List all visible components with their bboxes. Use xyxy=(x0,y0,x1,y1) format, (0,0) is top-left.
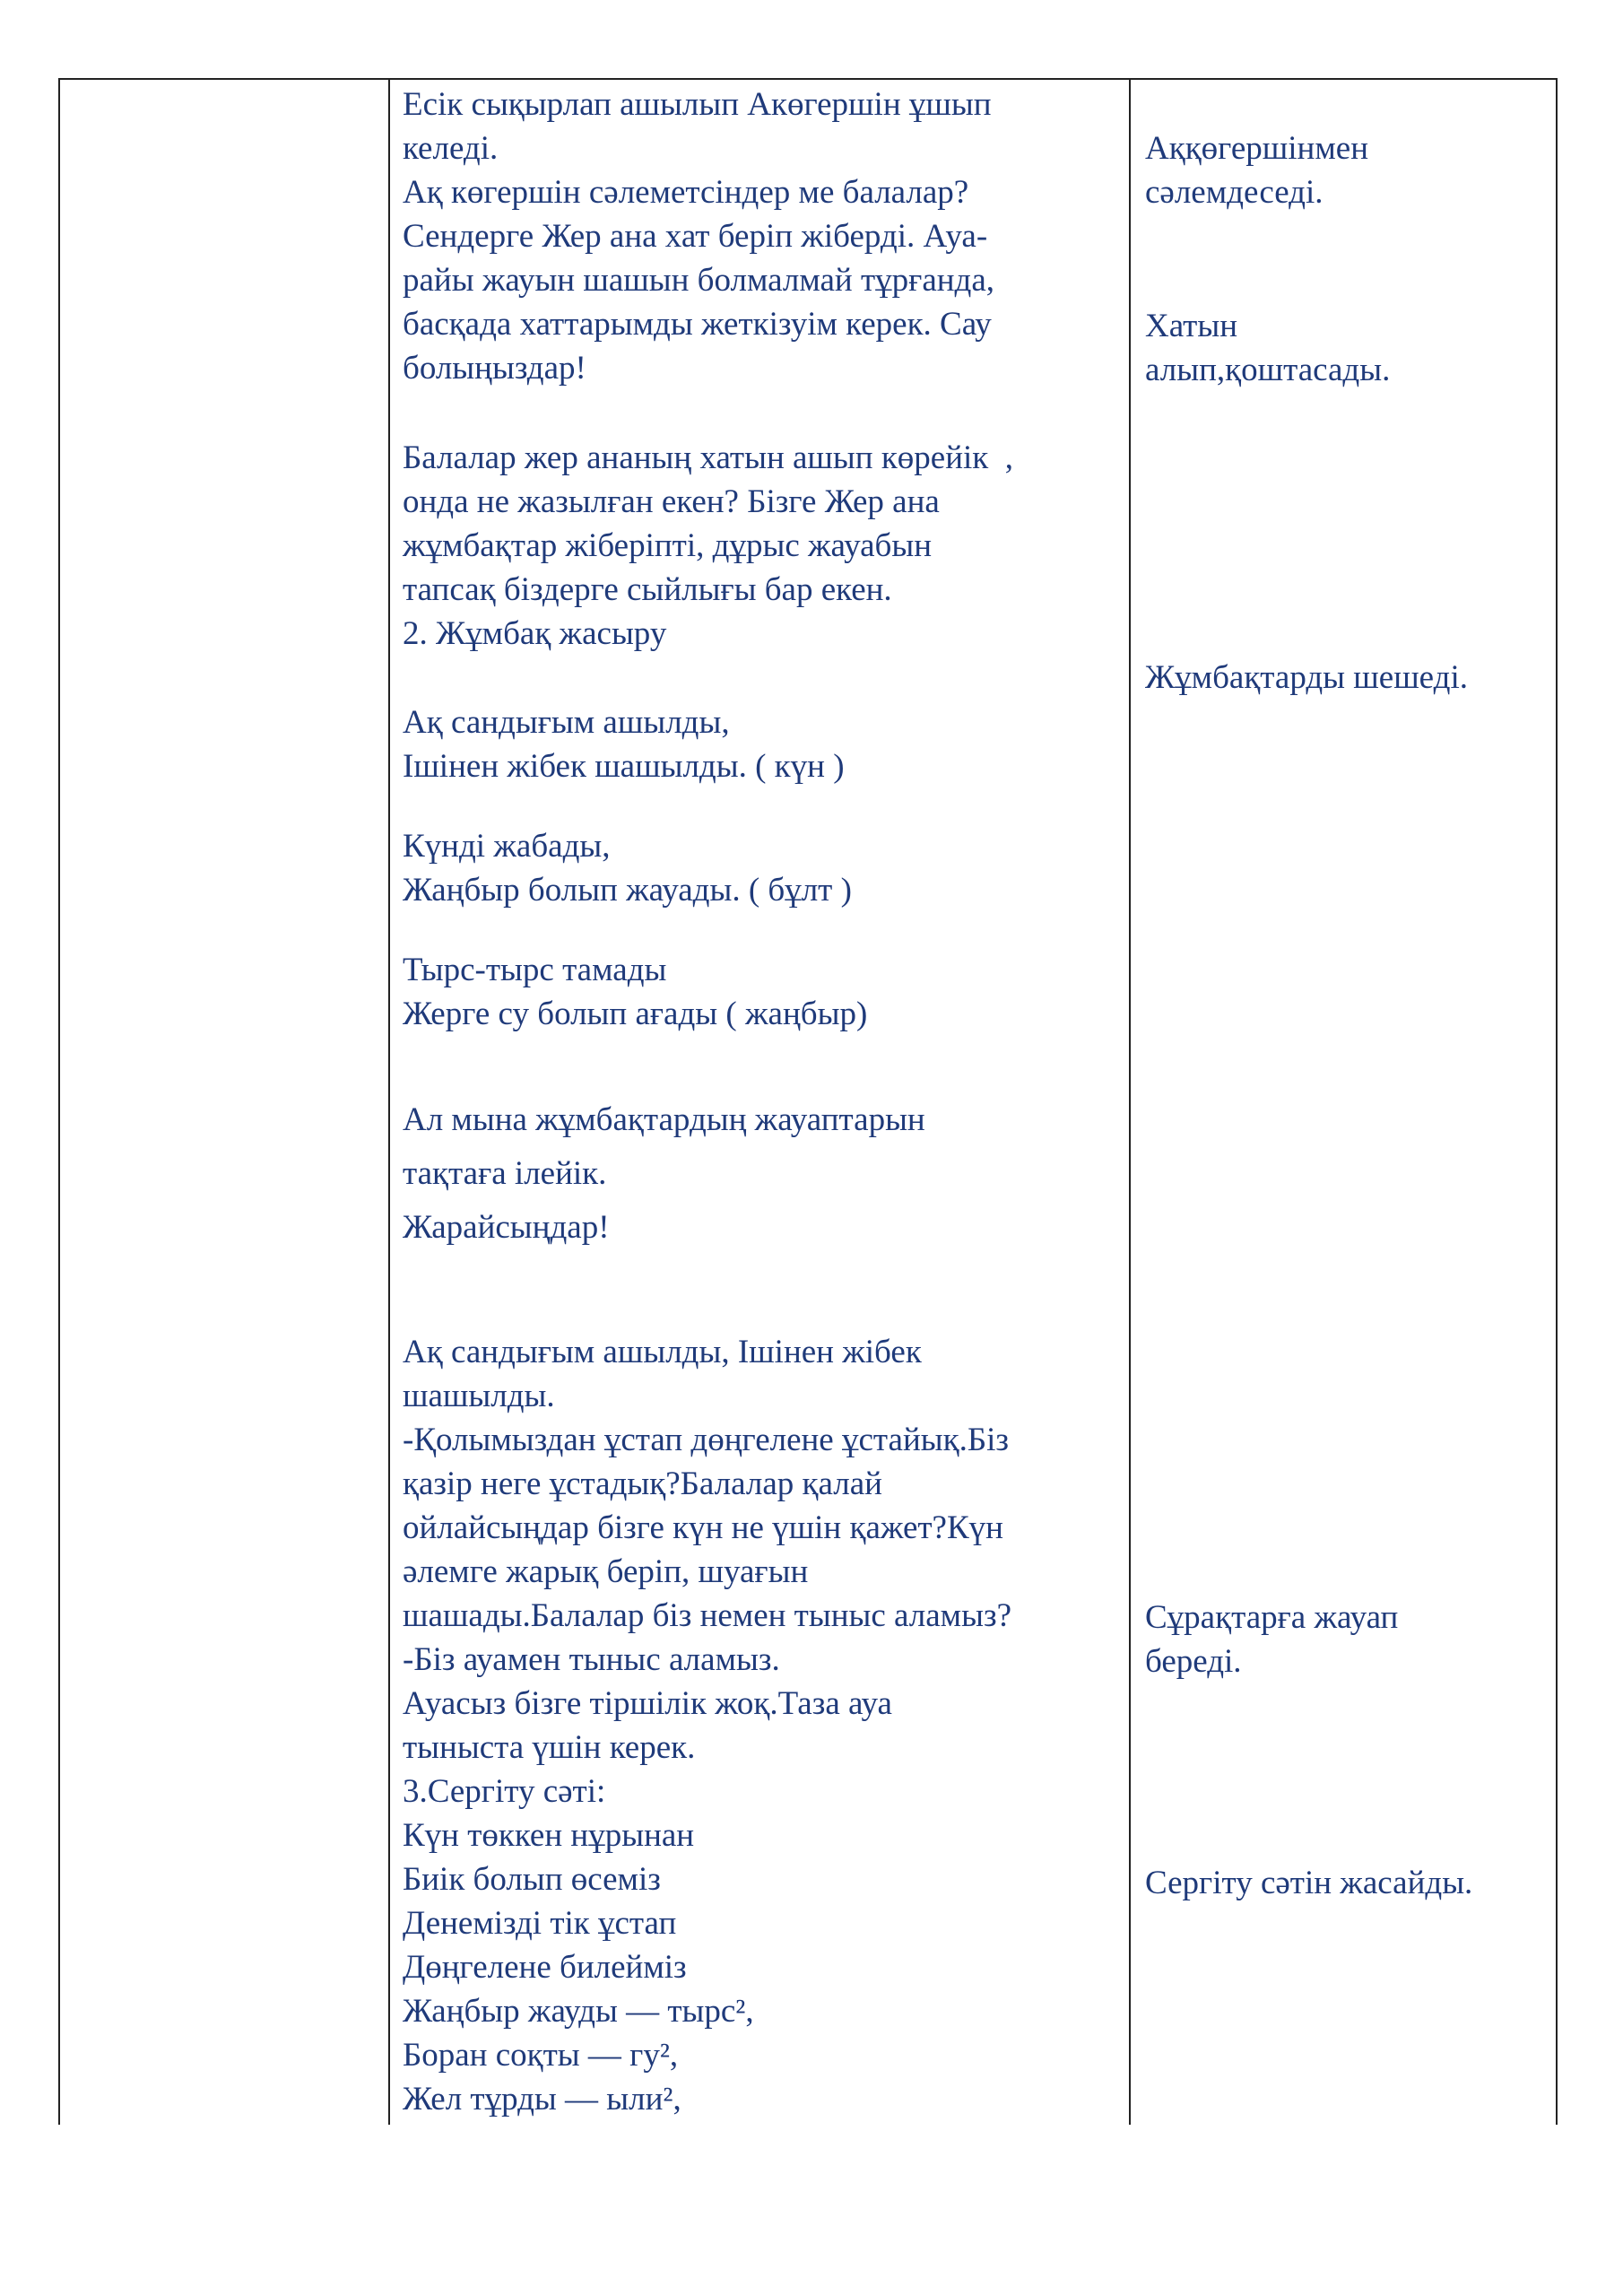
text-line: Жерге су болып ағады ( жаңбыр) xyxy=(403,996,868,1032)
text-line: Хатын xyxy=(1145,308,1238,344)
children-block-exercise xyxy=(1145,1861,1472,1905)
text-line: Жаңбыр жауды — тырс², xyxy=(403,1993,754,2030)
children-block-take-letter xyxy=(1145,304,1390,392)
text-line: -Біз ауамен тыныс аламыз. xyxy=(403,1641,780,1678)
text-line: болыңыздар! xyxy=(403,350,586,387)
text-line: Ақ сандығым ашылды, Ішінен жібек xyxy=(403,1334,922,1370)
teacher-block-letter xyxy=(403,436,1013,656)
text-line: Жел тұрды — ыли², xyxy=(403,2081,681,2118)
text-line: сәлемдеседі. xyxy=(1145,174,1324,211)
text-line: Боран соқты — гу², xyxy=(403,2037,679,2074)
text-line: береді. xyxy=(1145,1643,1242,1680)
teacher-block-intro xyxy=(403,83,994,390)
text-line: Күнді жабады, xyxy=(403,828,611,865)
text-line: 2. Жұмбақ жасыру xyxy=(403,615,667,652)
teacher-block-riddle-1 xyxy=(403,700,845,788)
text-line: -Қолымыздан ұстап дөңгелене ұстайық.Біз xyxy=(403,1422,1009,1458)
text-line: онда не жазылған екен? Бізге Жер ана xyxy=(403,483,940,520)
text-line: Жаңбыр болып жауады. ( бұлт ) xyxy=(403,872,852,909)
teacher-block-answers xyxy=(403,1093,925,1255)
text-line: Балалар жер ананың хатын ашып көрейік , xyxy=(403,439,1014,476)
text-line: 3.Сергіту сәті: xyxy=(403,1773,606,1810)
text-line: Биік болып өсеміз xyxy=(403,1861,661,1898)
lesson-table xyxy=(58,78,1558,2125)
text-line: келеді. xyxy=(403,130,499,167)
children-block-reply xyxy=(1145,1596,1398,1683)
text-line: Тырс-тырс тамады xyxy=(403,952,667,988)
text-line: алып,қоштасады. xyxy=(1145,352,1391,388)
text-line: райы жауын шашын болмалмай тұрғанда, xyxy=(403,262,995,299)
text-line: Ауасыз бізге тіршілік жоқ.Таза ауа xyxy=(403,1685,892,1722)
text-line: жұмбақтар жіберіпті, дұрыс жауабын xyxy=(403,527,933,564)
text-line: шашылды. xyxy=(403,1378,555,1414)
text-line: Сұрақтарға жауап xyxy=(1145,1599,1399,1636)
text-line: Аққөгершінмен xyxy=(1145,130,1368,167)
teacher-block-discussion xyxy=(403,1330,1011,2121)
teacher-block-riddle-3 xyxy=(403,948,867,1036)
text-line: Ақ көгершін сәлеметсіндер ме балалар? xyxy=(403,174,969,211)
text-line: Сендерге Жер ана хат беріп жіберді. Ауа- xyxy=(403,218,988,255)
children-activity-column xyxy=(1129,80,1558,2125)
text-line: Ақ сандығым ашылды, xyxy=(403,704,730,741)
text-line: ойлайсыңдар бізге күн не үшін қажет?Күн xyxy=(403,1509,1003,1546)
teacher-block-riddle-2 xyxy=(403,824,852,912)
text-line: Дөңгелене билейміз xyxy=(403,1949,687,1986)
text-line: Күн төккен нұрынан xyxy=(403,1817,695,1854)
text-line: қазір неге ұстадық?Балалар қалай xyxy=(403,1465,882,1502)
text-line: Жұмбақтарды шешеді. xyxy=(1145,659,1468,696)
text-line: Ішінен жібек шашылды. ( күн ) xyxy=(403,748,845,785)
text-line: Жарайсыңдар! xyxy=(403,1209,610,1246)
text-line: басқада хаттарымды жеткізуім керек. Сау xyxy=(403,306,992,343)
text-line: шашады.Балалар біз немен тыныс аламыз? xyxy=(403,1597,1011,1634)
text-line: тыныста үшін керек. xyxy=(403,1729,696,1766)
text-line: әлемге жарық беріп, шуағын xyxy=(403,1553,809,1590)
text-line: Ал мына жұмбақтардың жауаптарын xyxy=(403,1101,925,1138)
stage-column xyxy=(58,80,390,2125)
teacher-activity-column xyxy=(388,80,1131,2125)
children-block-greet xyxy=(1145,126,1368,214)
text-line: тапсақ біздерге сыйлығы бар екен. xyxy=(403,571,892,608)
text-line: Есік сықырлап ашылып Акөгершін ұшып xyxy=(403,86,992,123)
text-line: Денемізді тік ұстап xyxy=(403,1905,677,1942)
text-line: тақтаға ілейік. xyxy=(403,1155,607,1192)
text-line: Сергіту сәтін жасайды. xyxy=(1145,1865,1473,1901)
children-block-solve xyxy=(1145,656,1468,700)
